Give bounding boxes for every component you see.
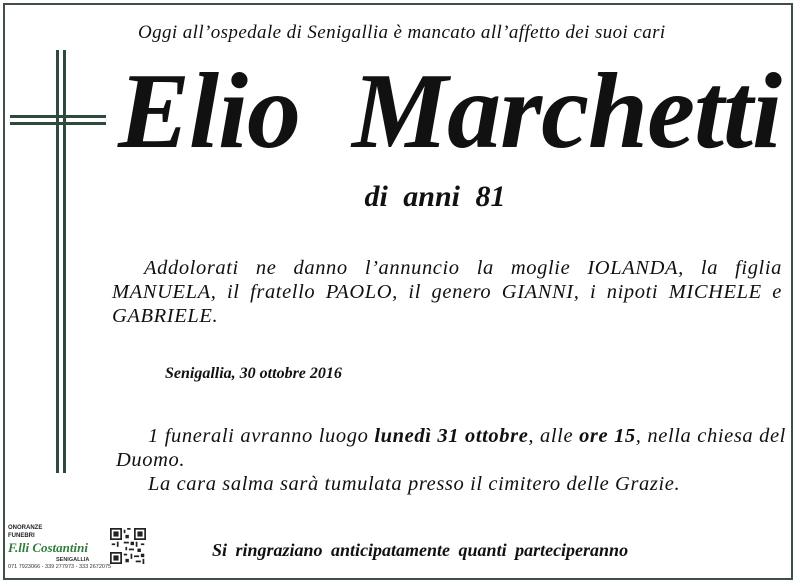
cross-icon-horizontal-top [10,115,106,118]
burial-paragraph: La cara salma sarà tumulata presso il cimitero delle Grazie. [148,473,681,495]
logo-phones: 071 7923066 - 339 277973 - 333 2672075 [8,564,112,570]
intro-line: Oggi all’ospedale di Senigallia è mancato all’affetto dei suoi cari [138,22,666,43]
logo-line2: FUNEBRI [8,533,35,539]
funeral-text-post: , nella chiesa del Duomo. [116,425,786,471]
qr-code-icon [110,528,146,564]
funeral-home-logo [8,524,112,574]
funeral-paragraph [116,424,786,472]
deceased-age: di anni 81 [364,180,506,213]
cross-icon-vertical-right [63,50,66,473]
funeral-text-mid: , alle [528,425,580,447]
dateline: Senigallia, 30 ottobre 2016 [165,365,342,382]
logo-line1: ONORANZE [8,525,43,531]
logo-city: SENIGALLIA [56,557,90,563]
logo-caption [8,524,42,540]
announcement-paragraph: Addolorati ne danno l’annuncio la moglie IOLANDA, la figlia MANUELA, il fratello PAOLO, il genero GIANNI, i nipoti MICHELE e GABRIELE. [112,257,782,327]
funeral-time: ore 15 [579,425,636,447]
cross-icon-vertical-left [56,50,59,473]
logo-brand: F.lli Costantini [8,540,88,555]
funeral-day: lunedì 31 ottobre [374,425,529,447]
funeral-text-pre: 1 funerali avranno luogo [148,425,375,447]
deceased-name: Elio Marchetti [118,52,782,171]
cross-icon-horizontal-bottom [10,122,106,125]
thanks-line: Si ringraziano anticipatamente quanti parteciperanno [212,540,629,560]
